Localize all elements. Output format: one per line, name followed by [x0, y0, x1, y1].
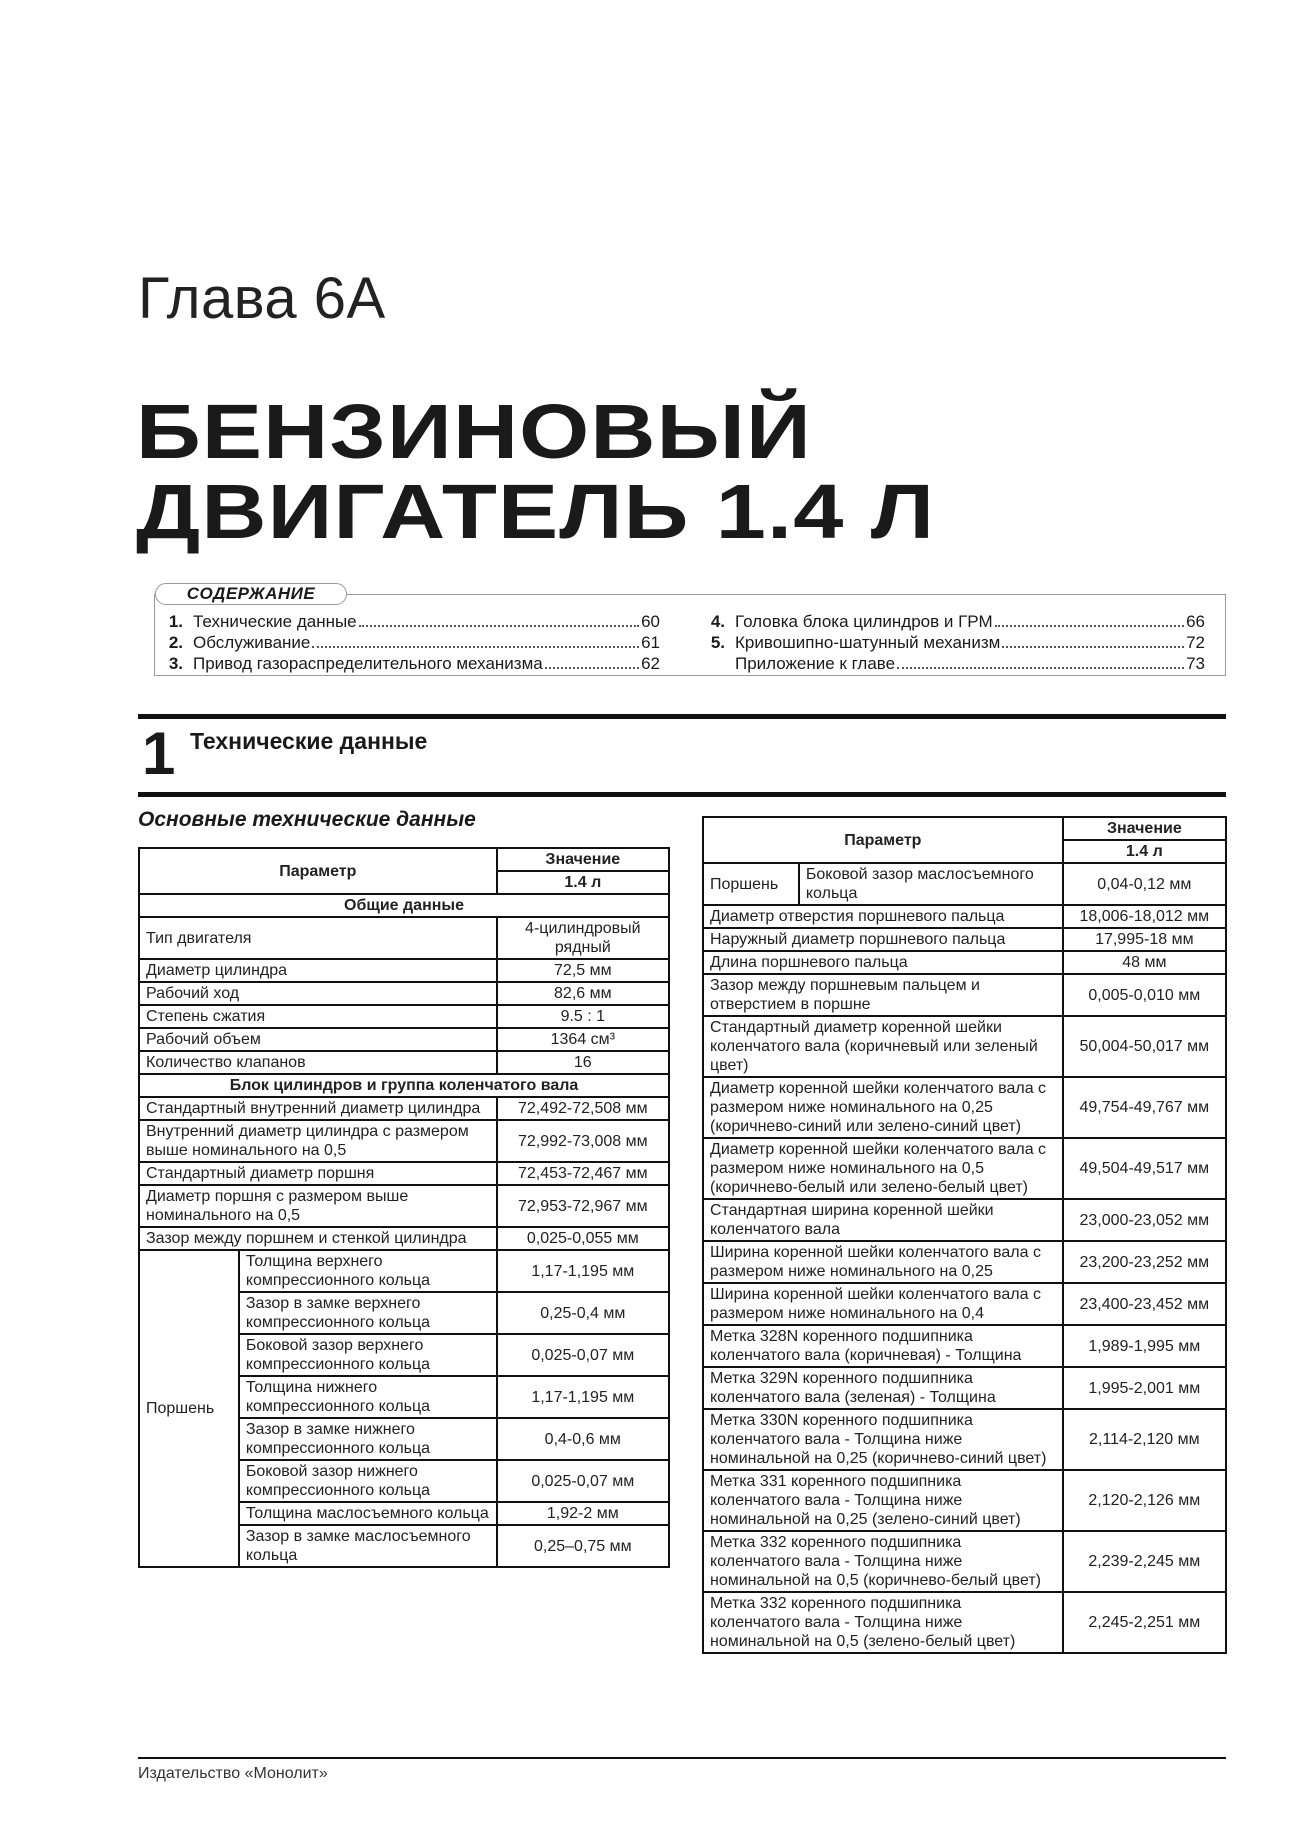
table-row	[139, 1005, 669, 1028]
toc-entry[interactable]	[155, 653, 660, 674]
value-cell: 2,245-2,251 мм	[1063, 1592, 1226, 1653]
param-cell: Метка 329N коренного подшипника коленчатого вала (зеленая) - Толщина	[703, 1367, 1063, 1409]
param-cell: Зазор в замке маслосъемного кольца	[239, 1525, 497, 1567]
toc-leader-dots	[995, 625, 1184, 627]
piston-group-label: Поршень	[703, 863, 799, 905]
param-cell: Ширина коренной шейки коленчатого вала с размером ниже номинального на 0,25	[703, 1241, 1063, 1283]
toc-leader-dots	[545, 667, 639, 669]
value-cell: 17,995-18 мм	[1063, 928, 1226, 951]
piston-group-label: Поршень	[139, 1250, 239, 1567]
toc-entry-label: Обслуживание	[193, 633, 311, 652]
param-cell: Зазор между поршнем и стенкой цилиндра	[139, 1227, 497, 1250]
table-row	[703, 1592, 1226, 1653]
param-cell: Диаметр коренной шейки коленчатого вала с размером ниже номинального на 0,25 (коричнево-синий или зелено-синий цвет)	[703, 1077, 1063, 1138]
param-cell: Толщина нижнего компрессионного кольца	[239, 1376, 497, 1418]
value-cell: 50,004-50,017 мм	[1063, 1016, 1226, 1077]
param-cell: Рабочий объем	[139, 1028, 497, 1051]
toc-entry-page: 61	[641, 633, 660, 652]
value-cell: 4-цилиндровый рядный	[497, 917, 669, 959]
param-cell: Метка 332 коренного подшипника коленчатого вала - Толщина ниже номинальной на 0,5 (зелено-белый цвет)	[703, 1592, 1063, 1653]
table-row	[703, 928, 1226, 951]
param-cell: Диаметр коренной шейки коленчатого вала с размером ниже номинального на 0,5 (коричнево-белый или зелено-белый цвет)	[703, 1138, 1063, 1199]
param-cell: Стандартная ширина коренной шейки коленчатого вала	[703, 1199, 1063, 1241]
param-cell: Диаметр цилиндра	[139, 959, 497, 982]
table-row	[139, 1227, 669, 1250]
value-cell: 0,025-0,07 мм	[497, 1334, 669, 1376]
header-param: Параметр	[703, 817, 1063, 863]
header-engine: 1.4 л	[1063, 840, 1226, 863]
group-heading: Общие данные	[139, 894, 669, 917]
table-row	[703, 1367, 1226, 1409]
value-cell: 2,114-2,120 мм	[1063, 1409, 1226, 1470]
value-cell: 72,953-72,967 мм	[497, 1185, 669, 1227]
toc-heading: СОДЕРЖАНИЕ	[155, 583, 347, 605]
param-cell: Боковой зазор нижнего компрессионного кольца	[239, 1460, 497, 1502]
toc-right-column	[697, 611, 1205, 674]
header-param: Параметр	[139, 848, 497, 894]
section-divider-bottom	[138, 792, 1226, 797]
spec-table-left	[138, 847, 670, 1568]
table-row	[703, 951, 1226, 974]
toc-leader-dots	[1002, 646, 1184, 648]
value-cell: 48 мм	[1063, 951, 1226, 974]
value-cell: 18,006-18,012 мм	[1063, 905, 1226, 928]
value-cell: 0,04-0,12 мм	[1063, 863, 1226, 905]
toc-entry-label: Приложение к главе	[735, 654, 896, 673]
value-cell: 0,025-0,055 мм	[497, 1227, 669, 1250]
toc-left-column	[155, 611, 660, 674]
param-cell: Количество клапанов	[139, 1051, 497, 1074]
param-cell: Наружный диаметр поршневого пальца	[703, 928, 1063, 951]
table-header-row	[703, 817, 1226, 840]
table-row	[703, 1016, 1226, 1077]
toc-entry[interactable]	[697, 632, 1205, 653]
table-row	[703, 1409, 1226, 1470]
table-of-contents	[154, 584, 1226, 676]
table-row	[703, 974, 1226, 1016]
value-cell: 72,492-72,508 мм	[497, 1097, 669, 1120]
toc-leader-dots	[312, 646, 639, 648]
toc-entry-page: 73	[1186, 654, 1205, 673]
value-cell: 1,17-1,195 мм	[497, 1376, 669, 1418]
table-row	[139, 1120, 669, 1162]
value-cell: 0,4-0,6 мм	[497, 1418, 669, 1460]
section-divider-top	[138, 714, 1226, 719]
value-cell: 9.5 : 1	[497, 1005, 669, 1028]
toc-entry-number: 5.	[710, 633, 725, 652]
value-cell: 82,6 мм	[497, 982, 669, 1005]
toc-entry-label: Головка блока цилиндров и ГРМ	[735, 612, 993, 631]
toc-entry-page: 62	[641, 654, 660, 673]
param-cell: Зазор в замке нижнего компрессионного кольца	[239, 1418, 497, 1460]
table-row	[703, 1199, 1226, 1241]
table-row	[139, 959, 669, 982]
table-header-row	[139, 848, 669, 871]
table-row	[703, 1470, 1226, 1531]
value-cell: 0,25-0,4 мм	[497, 1292, 669, 1334]
value-cell: 23,200-23,252 мм	[1063, 1241, 1226, 1283]
table-row	[703, 905, 1226, 928]
toc-entry-number: 3.	[168, 654, 183, 673]
chapter-title	[136, 389, 936, 555]
toc-entry[interactable]	[697, 653, 1205, 674]
chapter-title-line-2: ДВИГАТЕЛЬ 1.4 Л	[136, 469, 936, 555]
param-cell: Боковой зазор маслосъемного кольца	[799, 863, 1063, 905]
group-row	[139, 894, 669, 917]
value-cell: 1,17-1,195 мм	[497, 1250, 669, 1292]
param-cell: Метка 330N коренного подшипника коленчатого вала - Толщина ниже номинальной на 0,25 (коричнево-синий цвет)	[703, 1409, 1063, 1470]
table-row	[703, 863, 1226, 905]
chapter-title-line-1: БЕНЗИНОВЫЙ	[136, 389, 812, 475]
table-row	[703, 1077, 1226, 1138]
table-row	[703, 1325, 1226, 1367]
toc-entry-page: 72	[1186, 633, 1205, 652]
param-cell: Метка 328N коренного подшипника коленчатого вала (коричневая) - Толщина	[703, 1325, 1063, 1367]
param-cell: Ширина коренной шейки коленчатого вала с размером ниже номинального на 0,4	[703, 1283, 1063, 1325]
table-row	[703, 1138, 1226, 1199]
toc-entry-page: 66	[1186, 612, 1205, 631]
toc-leader-dots	[359, 625, 639, 627]
chapter-label: Глава 6А	[138, 266, 386, 331]
value-cell: 0,025-0,07 мм	[497, 1460, 669, 1502]
section-title: Технические данные	[190, 728, 428, 754]
table-row	[139, 1250, 669, 1292]
param-cell: Диаметр отверстия поршневого пальца	[703, 905, 1063, 928]
table-row	[703, 1531, 1226, 1592]
toc-leader-dots	[897, 667, 1184, 669]
spec-table-right	[702, 816, 1227, 1654]
value-cell: 16	[497, 1051, 669, 1074]
header-value: Значение	[1063, 817, 1226, 840]
subsection-title: Основные технические данные	[138, 808, 476, 831]
value-cell: 72,992-73,008 мм	[497, 1120, 669, 1162]
param-cell: Метка 331 коренного подшипника коленчатого вала - Толщина ниже номинальной на 0,25 (зелено-синий цвет)	[703, 1470, 1063, 1531]
value-cell: 1,995-2,001 мм	[1063, 1367, 1226, 1409]
value-cell: 49,754-49,767 мм	[1063, 1077, 1226, 1138]
toc-entry[interactable]	[697, 611, 1205, 632]
toc-entry[interactable]	[155, 632, 660, 653]
header-value: Значение	[497, 848, 669, 871]
param-cell: Толщина верхнего компрессионного кольца	[239, 1250, 497, 1292]
value-cell: 72,5 мм	[497, 959, 669, 982]
table-row	[139, 982, 669, 1005]
toc-entry-label: Привод газораспределительного механизма	[193, 654, 543, 673]
toc-entry-label: Технические данные	[193, 612, 357, 631]
value-cell: 23,000-23,052 мм	[1063, 1199, 1226, 1241]
param-cell: Длина поршневого пальца	[703, 951, 1063, 974]
value-cell: 2,239-2,245 мм	[1063, 1531, 1226, 1592]
toc-entry[interactable]	[155, 611, 660, 632]
group-row	[139, 1074, 669, 1097]
value-cell: 0,25–0,75 мм	[497, 1525, 669, 1567]
table-row	[139, 1185, 669, 1227]
publisher-footer: Издательство «Монолит»	[138, 1765, 328, 1782]
table-row	[139, 1028, 669, 1051]
param-cell: Боковой зазор верхнего компрессионного кольца	[239, 1334, 497, 1376]
param-cell: Зазор в замке верхнего компрессионного кольца	[239, 1292, 497, 1334]
param-cell: Зазор между поршневым пальцем и отверстием в поршне	[703, 974, 1063, 1016]
param-cell: Степень сжатия	[139, 1005, 497, 1028]
table-row	[139, 917, 669, 959]
toc-entry-number: 4.	[710, 612, 725, 631]
value-cell: 72,453-72,467 мм	[497, 1162, 669, 1185]
value-cell: 2,120-2,126 мм	[1063, 1470, 1226, 1531]
table-row	[139, 1051, 669, 1074]
param-cell: Стандартный внутренний диаметр цилиндра	[139, 1097, 497, 1120]
value-cell: 1364 см³	[497, 1028, 669, 1051]
toc-entry-number: 2.	[168, 633, 183, 652]
value-cell: 1,92-2 мм	[497, 1502, 669, 1525]
toc-entry-number: 1.	[168, 612, 183, 631]
param-cell: Рабочий ход	[139, 982, 497, 1005]
param-cell: Метка 332 коренного подшипника коленчатого вала - Толщина ниже номинальной на 0,5 (коричнево-белый цвет)	[703, 1531, 1063, 1592]
footer-divider	[138, 1757, 1226, 1759]
param-cell: Толщина маслосъемного кольца	[239, 1502, 497, 1525]
table-row	[703, 1283, 1226, 1325]
value-cell: 0,005-0,010 мм	[1063, 974, 1226, 1016]
value-cell: 1,989-1,995 мм	[1063, 1325, 1226, 1367]
table-row	[139, 1097, 669, 1120]
param-cell: Стандартный диаметр коренной шейки коленчатого вала (коричневый или зеленый цвет)	[703, 1016, 1063, 1077]
value-cell: 49,504-49,517 мм	[1063, 1138, 1226, 1199]
group-heading: Блок цилиндров и группа коленчатого вала	[139, 1074, 669, 1097]
param-cell: Стандартный диаметр поршня	[139, 1162, 497, 1185]
table-row	[139, 1162, 669, 1185]
param-cell: Тип двигателя	[139, 917, 497, 959]
param-cell: Диаметр поршня с размером выше номинального на 0,5	[139, 1185, 497, 1227]
param-cell: Внутренний диаметр цилиндра с размером выше номинального на 0,5	[139, 1120, 497, 1162]
header-engine: 1.4 л	[497, 871, 669, 894]
toc-entry-page: 60	[641, 612, 660, 631]
value-cell: 23,400-23,452 мм	[1063, 1283, 1226, 1325]
toc-entry-label: Кривошипно-шатунный механизм	[735, 633, 1001, 652]
table-row	[703, 1241, 1226, 1283]
section-number: 1	[142, 720, 176, 787]
